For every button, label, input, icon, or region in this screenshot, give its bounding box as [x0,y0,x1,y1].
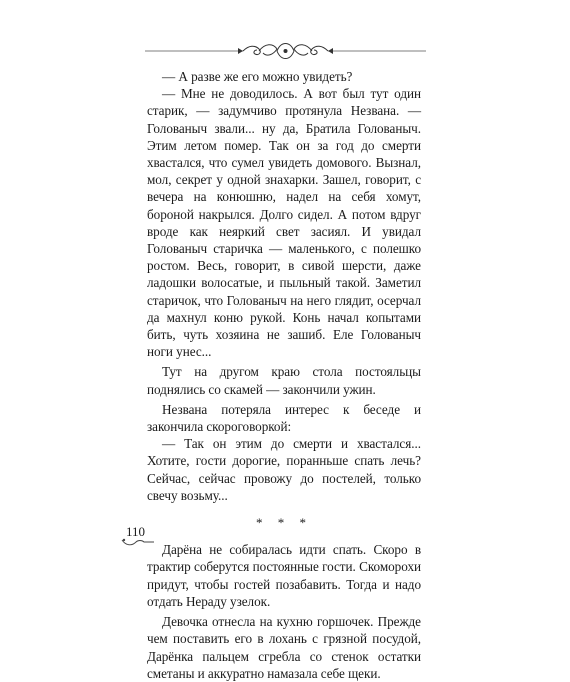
paragraph: Незвана потеряла интерес к беседе и закончила скороговоркой: [147,401,421,435]
paragraph: — А разве же его можно увидеть? [162,69,353,84]
paragraph: — Так он этим до смерти и хвастался... Хотите, гости дорогие, поранньше спать лечь? Сейчас, сейчас провожу до постелей, только свечу возьму... [147,436,421,503]
paragraph: Девочка отнесла на кухню горшочек. Прежде чем поставить его в лохань с грязной посудой, Дарёнка пальцем сгребла со стенок остатки сметаны и аккуратно намазала себе щеки. [147,614,421,681]
main-text [147,68,421,682]
paragraph: Тут на другом краю стола постояльцы поднялись со скамей — закончили ужин. [147,364,421,397]
page-number-flourish [120,536,156,548]
page-number: 110 [126,524,146,539]
section-separator: * * * [256,515,312,531]
paragraph: — Мне не доводилось. А вот был тут один старик, — задумчиво протянула Незвана. — Голованыч звали... ну да, Братила Голованыч. Этим летом помер. Так он за год до смерти хвастался, что сумел увидеть домового. Вызнал, мол, секрет у одной знахарки. Зашел, говорит, с вечера на конюшню, надел на себя хомут, бороной накрылся. Долго сидел. А потом вдруг вроде как неяркий свет засиял. И увидал Голованыч старичка — маленького, с полешко ростом. Весь, говорит, в сивой шерсти, даже ладошки волосатые, и пыльный такой. Заметил старичок, что Голованыч на него глядит, осерчал да махнул коню рукой. Конь начал копытами бить, чуть хозяина не зашиб. Еле Голованыч ноги унес... [147,86,421,360]
top-ornament-flourish [143,39,428,63]
paragraph: Дарёна не собиралась идти спать. Скоро в трактир соберутся постоянные гости. Скоморохи придут, чтобы гостей позабавить. Тогда и надо отдать Нераду узелок. [147,542,421,609]
